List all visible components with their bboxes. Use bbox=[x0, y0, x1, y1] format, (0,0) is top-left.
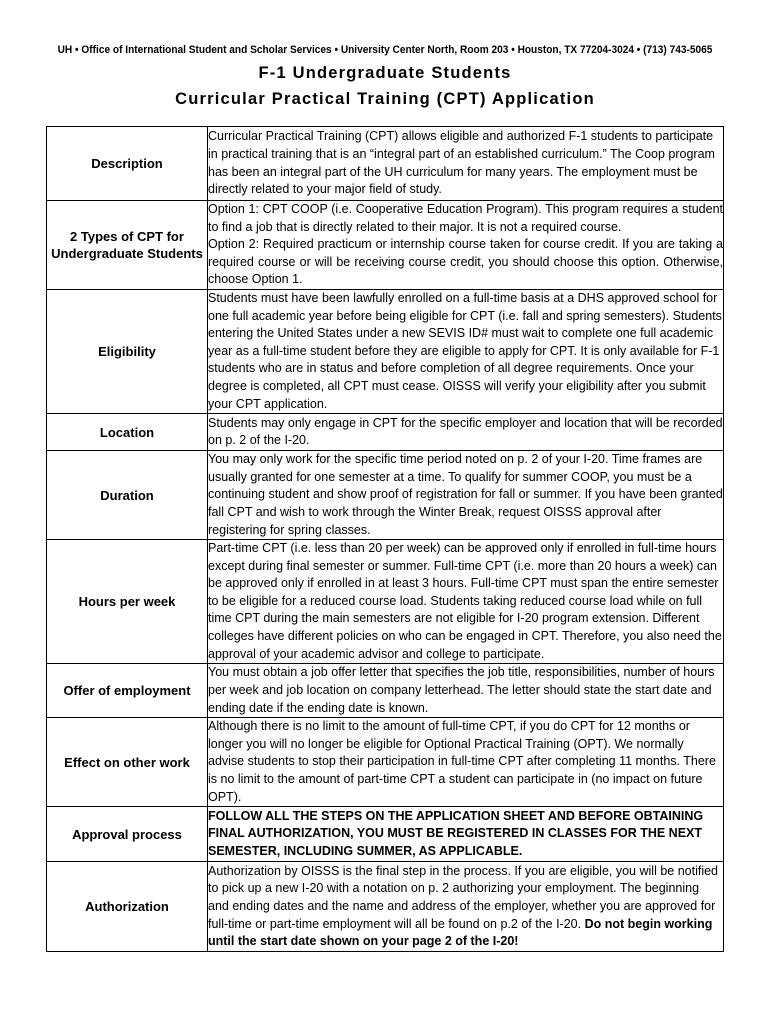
row-description: Part-time CPT (i.e. less than 20 per week) can be approved only if enrolled in full-time hours except during final semester or summer. Full-time CPT (i.e. more than 20 hours a week) can be approved only if enrolled in at least 3 hours. Full-time CPT must span the entire semester to be eligible for a reduced course load. Students taking reduced course load while on full time CPT during the main semesters are not eligible for I-20 program extension. Different colleges have different policies on who can be engaged in CPT. Therefore, you also need the approval of your academic advisor and college to participate. bbox=[208, 540, 724, 664]
row-label: Description bbox=[47, 127, 208, 201]
row-label bbox=[47, 201, 208, 290]
authorization-text: Authorization by OISSS is the final step in the process. If you are eligible, you will be notified to pick up a new I-20 with a notation on p. 2 authorizing your employment. The beginning and ending dates and the name and address of the employer, whether you are approved for full-time or part-time employment will all be found on p.2 of the I-20. bbox=[208, 863, 718, 931]
table-row-cpt-types bbox=[47, 201, 724, 290]
office-contact-line: UH • Office of International Student and Scholar Services • University Center North, Room 203 • Houston, TX 77204-3024 • (713) 743-5065 bbox=[57, 44, 713, 56]
row-label: Duration bbox=[47, 451, 208, 540]
row-description: You may only work for the specific time period noted on p. 2 of your I-20. Time frames are usually granted for one semester at a time. To qualify for summer COOP, you must be a continuing student and show proof of registration for fall or summer. If you have been granted fall CPT and wish to work through the Winter Break, request OISSS approval after registering for spring classes. bbox=[208, 451, 724, 540]
row-label: Eligibility bbox=[47, 289, 208, 413]
row-label: Location bbox=[47, 414, 208, 451]
table-row-location bbox=[47, 414, 724, 451]
table-row-hours-per-week bbox=[47, 540, 724, 664]
row-description: You must obtain a job offer letter that specifies the job title, responsibilities, number of hours per week and job location on company letterhead. The letter should state the start date and ending date if the ending date is known. bbox=[208, 664, 724, 718]
cpt-info-table bbox=[46, 126, 724, 952]
row-description: FOLLOW ALL THE STEPS ON THE APPLICATION SHEET AND BEFORE OBTAINING FINAL AUTHORIZATION, YOU MUST BE REGISTERED IN CLASSES FOR THE NEXT SEMESTER, INCLUDING SUMMER, AS APPLICABLE. bbox=[208, 807, 724, 862]
table-row-approval-process bbox=[47, 807, 724, 862]
option-2-text: Option 2: Required practicum or internship course taken for course credit. If you are taking a required course or will be receiving course credit, you should choose this option. Otherwise, choose Option 1. bbox=[208, 237, 723, 287]
row-label: Hours per week bbox=[47, 540, 208, 664]
row-label-line: Undergraduate Students bbox=[51, 245, 203, 261]
table-row-effect-on-other-work bbox=[47, 718, 724, 807]
document-title: F-1 Undergraduate Students bbox=[258, 64, 512, 82]
row-label: Authorization bbox=[47, 862, 208, 952]
table-row-authorization bbox=[47, 862, 724, 952]
table-row-eligibility bbox=[47, 289, 724, 413]
authorization-warning: Do not begin working until the start date shown on your page 2 of the I-20! bbox=[208, 916, 713, 949]
row-description: Curricular Practical Training (CPT) allows eligible and authorized F-1 students to participate in practical training that is an “integral part of an established curriculum.” The Coop program has been an integral part of the UH curriculum for many years. The employment must be directly related to your major field of study. bbox=[208, 127, 724, 201]
row-description bbox=[208, 201, 724, 290]
option-1-text: Option 1: CPT COOP (i.e. Cooperative Education Program). This program requires a student to find a job that is directly related to their major. It is not a required course. bbox=[208, 202, 723, 234]
row-description: Although there is no limit to the amount of full-time CPT, if you do CPT for 12 months or longer you will no longer be eligible for Optional Practical Training (OPT). We normally advise students to stop their participation in full-time CPT after completing 11 months. There is no limit to the amount of part-time CPT a student can participate in (no impact on future OPT). bbox=[208, 718, 724, 807]
table-row-description bbox=[47, 127, 724, 201]
row-label: Approval process bbox=[47, 807, 208, 862]
row-description: Students may only engage in CPT for the specific employer and location that will be recorded on p. 2 of the I-20. bbox=[208, 414, 724, 451]
document-subtitle: Curricular Practical Training (CPT) Application bbox=[175, 90, 595, 108]
row-label: Offer of employment bbox=[47, 664, 208, 718]
row-label: Effect on other work bbox=[47, 718, 208, 807]
row-label-line: 2 Types of CPT for bbox=[70, 228, 184, 244]
table-row-offer-of-employment bbox=[47, 664, 724, 718]
row-description bbox=[208, 862, 724, 952]
row-description: Students must have been lawfully enrolled on a full-time basis at a DHS approved school for one full academic year before being eligible for CPT (i.e. fall and spring semesters). Students entering the United States under a new SEVIS ID# must wait to complete one full academic year as a full-time student before they are eligible to apply for CPT. It is only available for F-1 students who are in status and before completion of all degree requirements. Once your degree is completed, all CPT must cease. OISSS will verify your eligibility after you submit your CPT application. bbox=[208, 289, 724, 413]
table-row-duration bbox=[47, 451, 724, 540]
